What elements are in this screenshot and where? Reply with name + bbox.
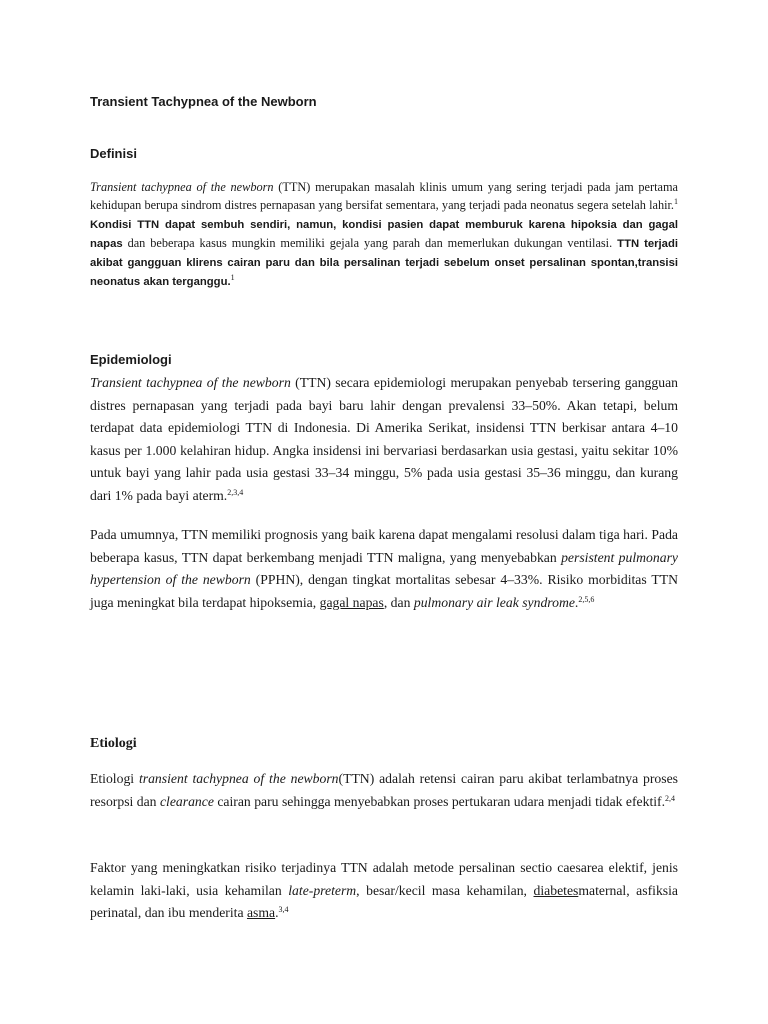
citation: 2,4 <box>665 793 676 803</box>
heading-etiologi: Etiologi <box>90 736 137 751</box>
text: (PPHN), dengan tingkat mortalitas sebesar 4–33%. Risiko morbiditas TTN juga meningkat bila terdapat hipoksemia, <box>90 572 678 610</box>
citation: 1 <box>674 197 678 206</box>
term-air-leak: pulmonary air leak syndrome <box>413 594 575 610</box>
text: cairan paru sehingga menyebabkan proses pertukaran udara menjadi tidak efektif. <box>213 793 666 809</box>
term-pphn: persistent pulmonary hypertension of the newborn <box>90 549 678 588</box>
text: Etiologi <box>90 771 139 786</box>
text: , dan <box>383 594 414 610</box>
citation: 3,4 <box>278 905 289 915</box>
text: (TTN) secara epidemiologi merupakan penyebab tersering gangguan distres pernapasan yang terjadi pada bayi baru lahir dengan prevalensi 33–50%. Akan tetapi, belum terdapat data epidemiologi TTN di Indonesia. Di Amerika Serikat, insidensi TTN berkisar antara 4–10 kasus per 1.000 kelahiran hidup. Angka insidensi ini bervariasi berdasarkan usia gestasi, yaitu sekitar 10% untuk bayi yang lahir pada usia gestasi 33–34 minggu, 5% pada usia gestasi 35–36 minggu, dan kurang dari 1% pada bayi aterm. <box>90 375 678 503</box>
link-asma[interactable]: asma <box>246 905 276 921</box>
paragraph-etiologi-1 <box>90 768 678 813</box>
text: . <box>275 905 279 921</box>
paragraph-etiologi-2 <box>90 857 678 925</box>
term-late-preterm: late-preterm <box>288 882 357 898</box>
citation: 2,5,6 <box>578 594 595 604</box>
citation: 2,3,4 <box>227 487 244 497</box>
term-ttn: Transient tachypnea of the newborn <box>90 180 274 194</box>
text: Faktor yang meningkatkan risiko terjadinya TTN adalah metode persalinan sectio caesarea elektif, jenis kelamin laki-laki, usia kehamilan <box>90 860 678 898</box>
text: dan beberapa kasus mungkin memiliki gejala yang parah dan memerlukan dukungan ventilasi. <box>122 236 613 250</box>
link-gagal-napas[interactable]: gagal napas <box>319 594 384 610</box>
link-diabetes[interactable]: diabetes <box>533 882 579 898</box>
heading-definisi: Definisi <box>90 146 137 161</box>
bold-text: TTN terjadi akibat gangguan klirens cairan paru dan bila persalinan terjadi sebelum onset persalinan spontan,transisi neonatus akan terganggu. <box>90 238 678 288</box>
term-ttn: Transient tachypnea of the newborn <box>90 375 291 390</box>
bold-text: Kondisi TTN dapat sembuh sendiri, namun, kondisi pasien dapat memburuk karena hipoksia dan gagal napas <box>90 219 678 250</box>
text: Pada umumnya, TTN memiliki prognosis yang baik karena dapat mengalami resolusi dalam tiga hari. Pada beberapa kasus, TTN dapat berkembang menjadi TTN maligna, yang menyebabkan <box>90 527 678 565</box>
text: . <box>574 594 579 610</box>
text: (TTN) adalah retensi cairan paru akibat terlambatnya proses resorpsi dan <box>90 771 678 809</box>
heading-epidemiologi: Epidemiologi <box>90 352 172 367</box>
text: , besar/kecil masa kehamilan, <box>356 882 534 898</box>
term-ttn: transient tachypnea of the newborn <box>138 771 339 786</box>
paragraph-epidemiologi-1 <box>90 372 678 508</box>
text: maternal, asfiksia perinatal, dan ibu menderita <box>90 882 678 921</box>
paragraph-definisi <box>90 178 678 291</box>
term-clearance: clearance <box>159 793 214 809</box>
text: (TTN) merupakan masalah klinis umum yang sering terjadi pada jam pertama kehidupan berupa sindrom distres pernapasan yang bersifat sementara, yang terjadi pada neonatus segera setelah lahir. <box>90 180 678 212</box>
paragraph-epidemiologi-2 <box>90 524 678 614</box>
citation: 1 <box>230 273 235 282</box>
document-title: Transient Tachypnea of the Newborn <box>90 94 317 109</box>
